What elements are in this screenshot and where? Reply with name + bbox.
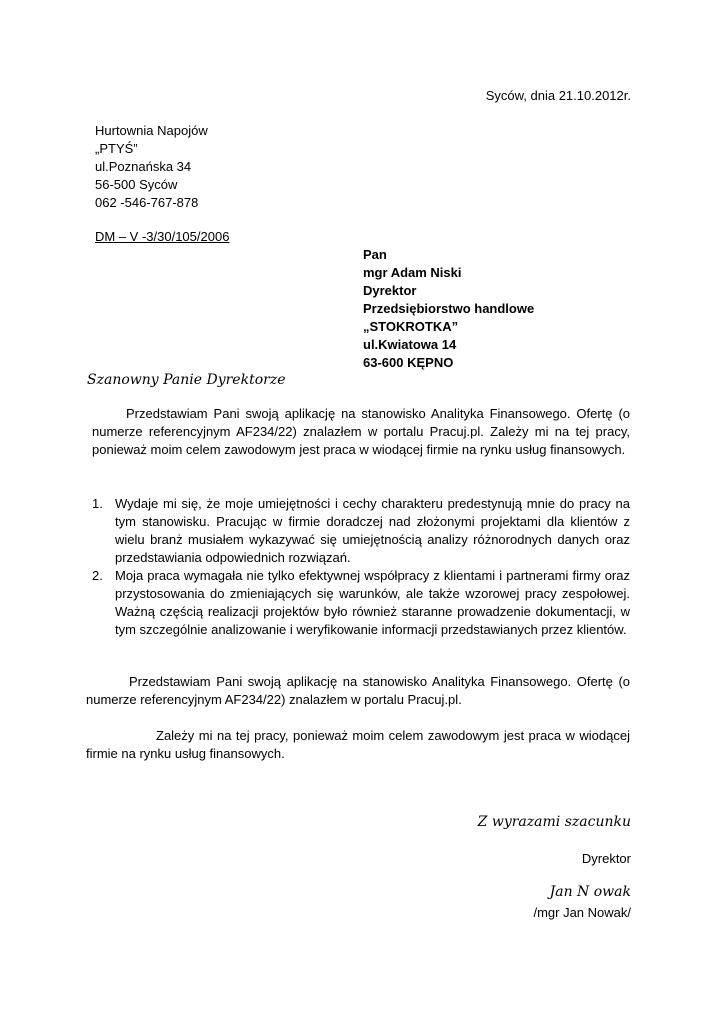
intro-paragraph: Przedstawiam Pani swoją aplikację na stanowisko Analityka Finansowego. Ofertę (o numerze referencyjnym AF234/22) znalazłem w portalu Pracuj.pl. Zależy mi na tej pracy, ponieważ moim celem zawodowym jest praca w wiodącej firmie na rynku usług finansowych. (92, 406, 630, 457)
signer-role: Dyrektor (581, 851, 631, 866)
recipient-line: Przedsiębiorstwo handlowe (363, 301, 535, 316)
list-item (92, 567, 630, 639)
sender-line: 062 -546-767-878 (95, 195, 199, 210)
letter-date: Syców, dnia 21.10.2012r. (485, 88, 631, 103)
recipient-line: Dyrektor (363, 283, 417, 298)
closing-phrase: Z wyrazami szacunku (477, 814, 631, 830)
sender-line: „PTYŚ” (95, 141, 138, 156)
list-item-number: 1. (92, 496, 103, 511)
third-paragraph: Zależy mi na tej pracy, ponieważ moim celem zawodowym jest praca w wiodącej firmie na rynku usług finansowych. (86, 728, 630, 761)
sender-line: ul.Poznańska 34 (95, 159, 192, 174)
recipient-line: 63-600 KĘPNO (363, 355, 454, 370)
signature: Jan N owak (549, 884, 631, 900)
recipient-line: „STOKROTKA” (363, 319, 459, 334)
sender-line: Hurtownia Napojów (95, 123, 208, 138)
recipient-line: ul.Kwiatowa 14 (363, 337, 457, 352)
list-item-number: 2. (92, 568, 103, 583)
recipient-line: Pan (363, 247, 387, 262)
second-paragraph: Przedstawiam Pani swoją aplikację na stanowisko Analityka Finansowego. Ofertę (o numerze referencyjnym AF234/22) znalazłem w portalu Pracuj.pl. (86, 674, 630, 707)
list-item-text: Moja praca wymagała nie tylko efektywnej współpracy z klientami i partnerami firmy oraz przystosowania do zmieniających się warunków, ale także wzorowej pracy zespołowej. Ważną częścią realizacji projektów było również staranne prowadzenie dokumentacji, w tym szczególnie analizowanie i weryfikowanie informacji przedstawianych przez klientów. (115, 568, 630, 637)
sender-address (95, 122, 208, 212)
salutation: Szanowny Panie Dyrektorze (87, 372, 286, 388)
list-item (92, 495, 630, 567)
recipient-line: mgr Adam Niski (363, 265, 462, 280)
recipient-address (363, 246, 534, 372)
qualifications-list (92, 495, 630, 639)
sender-line: 56-500 Syców (95, 177, 178, 192)
signer-name: /mgr Jan Nowak/ (533, 905, 631, 920)
list-item-text: Wydaje mi się, że moje umiejętności i cechy charakteru predestynują mnie do pracy na tym stanowisku. Pracując w firmie doradczej nad złożonymi projektami dla klientów z wielu branż musiałem wykazywać się umiejętnością analizy różnorodnych danych oraz przedstawiania odpowiednich rozwiązań. (115, 496, 630, 565)
reference-number: DM – V -3/30/105/2006 (95, 229, 230, 244)
